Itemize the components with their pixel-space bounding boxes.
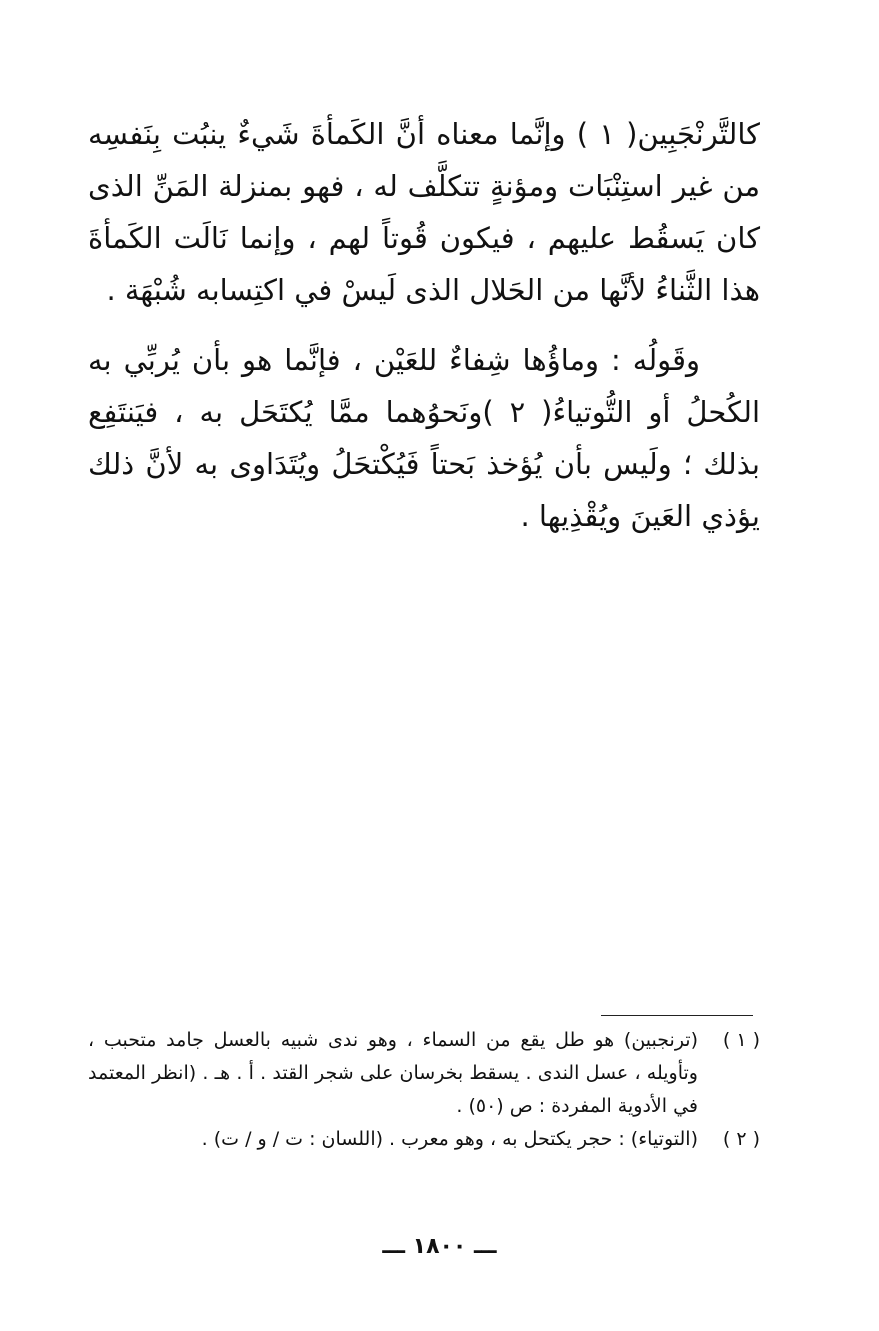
footnote-2 <box>88 1123 760 1156</box>
footnote-1-text: (ترنجبين) هو طل يقع من السماء ، وهو ندى شبيه بالعسل جامد متحبب ، وتأويله ، عسل الندى . يسقط بخرسان على شجر القتد . أ . هـ . (انظر المعتمد في الأدوية المفردة : ص (٥٠) . <box>88 1029 698 1117</box>
main-text <box>88 108 760 542</box>
footnote-1-marker: ( ١ ) <box>722 1029 760 1051</box>
page-number-text: ـــ ١٨٠٠ ـــ <box>382 1234 497 1259</box>
footnote-2-marker: ( ٢ ) <box>722 1128 760 1150</box>
paragraph-1: كالتَّرنْجَبِين( ١ ) وإنَّما معناه أنَّ الكَمأةَ شَيءٌ ينبُت بِنَفسِه من غير استِنْبَات ومؤنةٍ تتكلَّف له ، فهو بمنزلة المَنِّ الذى كان يَسقُط عليهم ، فيكون قُوتاً لهم ، وإنما نَالَت الكَمأةَ هذا الثَّناءُ لأنَّها من الحَلال الذى لَيسْ في اكتِسابه شُبْهَة . <box>88 117 760 307</box>
page-number <box>0 1234 879 1259</box>
footnotes <box>88 1024 760 1156</box>
footnote-1 <box>88 1024 760 1123</box>
paragraph-2: وقَولُه : وماؤُها شِفاءٌ للعَيْن ، فإنَّما هو بأن يُربِّي به الكُحلُ أو التُّوتياءُ( ٢ )ونَحوُهما ممَّا يُكتَحَل به ، فيَنتَفِع بذلك ؛ ولَيس بأن يُؤخذ بَحتاً فَيُكْتحَلُ ويُتَدَاوى به لأنَّ ذلك يؤذي العَينَ ويُقْذِيها . <box>88 343 760 533</box>
footnote-2-text: (التوتياء) : حجر يكتحل به ، وهو معرب . (اللسان : ت / و / ت) . <box>201 1128 698 1150</box>
footnote-separator <box>601 1015 753 1016</box>
